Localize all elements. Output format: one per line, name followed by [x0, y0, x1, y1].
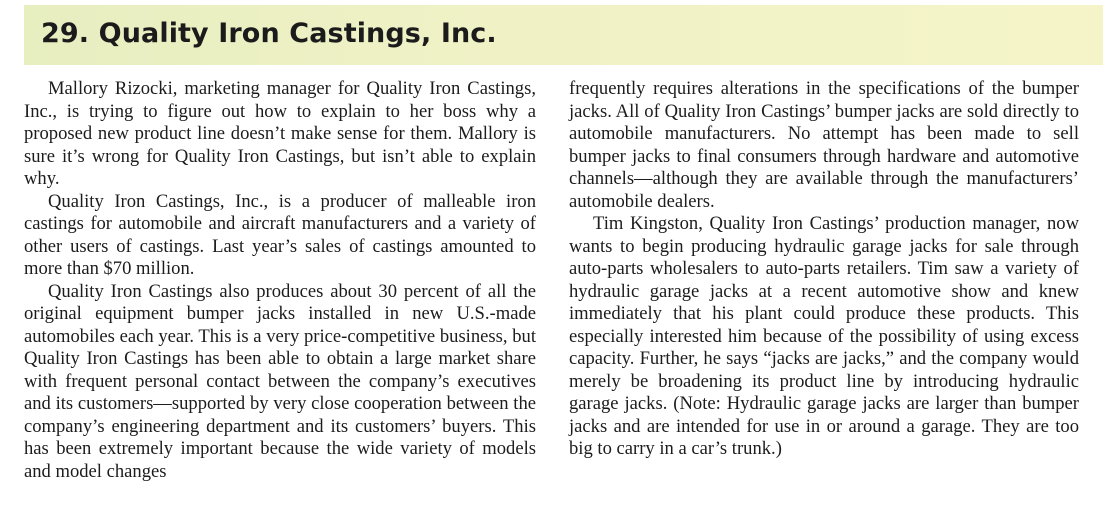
paragraph: Quality Iron Castings also produces about 30 percent of all the original equipment bumper jacks installed in new U.S.-made automobiles each year. This is a very price-competitive business, but Quality Iron Castings has been able to obtain a large market share with frequent personal contact between the company’s executives and its customers—supported by very close cooperation between the company’s engineering department and its customers’ buyers. This has been extremely important because the wide variety of models and model changes: [24, 280, 536, 482]
case-title-text: Quality Iron Castings, Inc.: [98, 18, 497, 49]
paragraph: Quality Iron Castings, Inc., is a producer of malleable iron castings for automobile and aircraft manufacturers and a variety of other users of castings. Last year’s sales of castings amounted to more than $70 million.: [24, 190, 536, 279]
case-title: [41, 17, 497, 51]
case-number: 29.: [41, 18, 90, 49]
paragraph: Tim Kingston, Quality Iron Castings’ production manager, now wants to begin producing hydraulic garage jacks for sale through auto-parts wholesalers to auto-parts retailers. Tim saw a variety of hydraulic garage jacks at a recent automotive show and knew immediately that his plant could produce these products. This especially interested him because of the possibility of using excess capacity. Further, he says “jacks are jacks,” and the company would merely be broadening its product line by introducing hydraulic garage jacks. (Note: Hydraulic garage jacks are larger than bumper jacks and are intended for use in or around a garage. They are too big to carry in a car’s trunk.): [569, 213, 1079, 459]
paragraph: Mallory Rizocki, marketing manager for Quality Iron Castings, Inc., is trying to figure out how to explain to her boss why a proposed new product line doesn’t make sense for them. Mallory is sure it’s wrong for Quality Iron Castings, but isn’t able to explain why.: [24, 78, 536, 189]
left-text-column: [24, 78, 536, 483]
right-text-column: [569, 78, 1079, 461]
paragraph-continued: frequently requires alterations in the specifications of the bumper jacks. All of Quality Iron Castings’ bumper jacks are sold directly to automobile manufacturers. No attempt has been made to sell bumper jacks to final consumers through hardware and automotive channels—although they are available through the manufacturers’ automobile dealers.: [569, 78, 1079, 212]
